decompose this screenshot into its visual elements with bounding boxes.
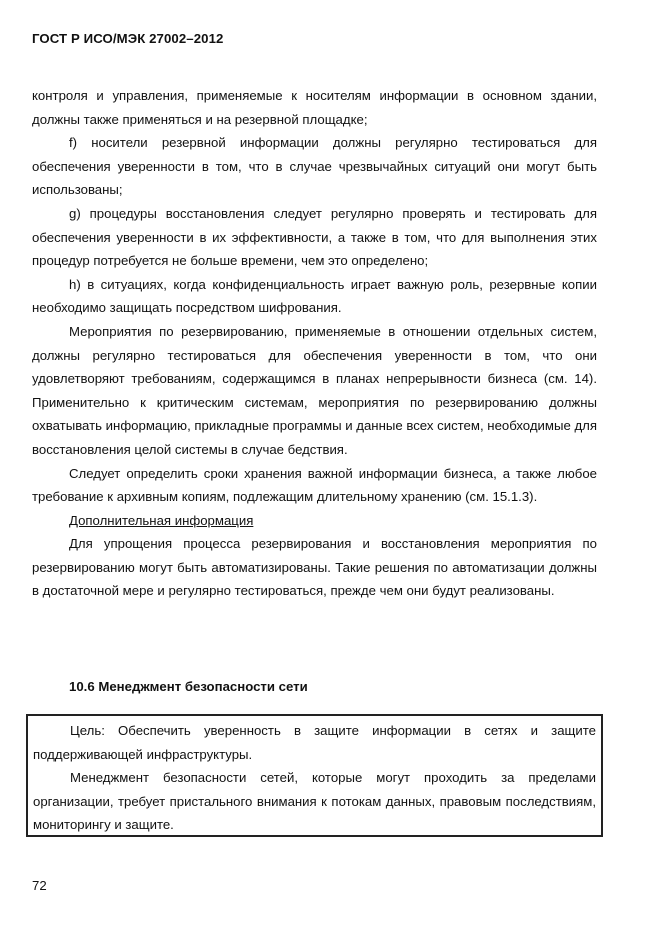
section-title: 10.6 Менеджмент безопасности сети xyxy=(69,679,308,694)
goal-description: Менеджмент безопасности сетей, которые могут проходить за пределами организации, требует пристального внимания к потокам данных, правовым последствиям, мониторингу и защите. xyxy=(33,770,596,833)
paragraph-retention: Следует определить сроки хранения важной информации бизнеса, а также любое требование к архивным копиям, подлежащим длительному хранению (см. 15.1.3). xyxy=(32,465,597,505)
paragraph-backup-testing: Мероприятия по резервированию, применяемые в отношении отдельных систем, должны регулярно тестироваться для обеспечения уверенности в том, что они удовлетворяют требованиям, содержащимся в планах непрерывности бизнеса (см. 14). Применительно к критическим системам, мероприятия по резервированию должны охватывать информацию, прикладные программы и данные всех систем, необходимые для восстановления целой системы в случае бедствия. xyxy=(32,323,597,457)
extra-info-heading xyxy=(32,509,597,533)
goal-statement: Цель: Обеспечить уверенность в защите информации в сетях и защите поддерживающей инфраструктуры. xyxy=(33,723,596,762)
body-text xyxy=(32,84,597,603)
page-number: 72 xyxy=(32,878,47,893)
paragraph-automation: Для упрощения процесса резервирования и восстановления мероприятия по резервированию могут быть автоматизированы. Такие решения по автоматизации должны в достаточной мере и регулярно тестироваться, прежде чем они будут реализованы. xyxy=(32,536,597,599)
extra-info-heading-text: Дополнительная информация xyxy=(69,512,254,528)
list-item-f: f) носители резервной информации должны регулярно тестироваться для обеспечения уверенности в том, что в случае чрезвычайных ситуаций они могут быть использованы; xyxy=(32,135,597,198)
standard-header: ГОСТ Р ИСО/МЭК 27002–2012 xyxy=(32,31,224,46)
paragraph-continuation: контроля и управления, применяемые к носителям информации в основном здании, должны также применяться и на резервной площадке; xyxy=(32,88,597,127)
goal-box xyxy=(26,714,603,837)
list-item-h: h) в ситуациях, когда конфиденциальность играет важную роль, резервные копии необходимо защищать посредством шифрования. xyxy=(32,276,597,316)
list-item-g: g) процедуры восстановления следует регулярно проверять и тестировать для обеспечения уверенности в их эффективности, а также в том, что для выполнения этих процедур потребуется не больше времени, чем это определено; xyxy=(32,205,597,269)
